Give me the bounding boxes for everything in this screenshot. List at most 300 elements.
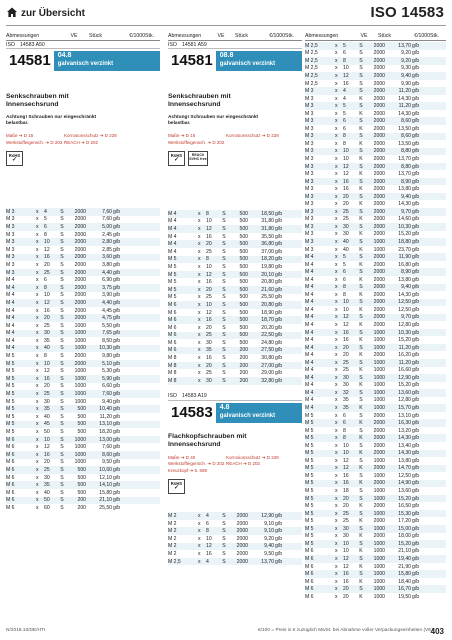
ref-link[interactable]: Werkstoffeigensch. ➔ D 202 <box>6 139 63 145</box>
table-row[interactable] <box>6 375 160 383</box>
table-row[interactable] <box>305 117 446 125</box>
table-row[interactable] <box>168 512 302 520</box>
cell-ve: K <box>359 322 363 328</box>
col-stk-header: Stück <box>378 32 391 39</box>
table-row[interactable] <box>168 301 302 309</box>
table-row[interactable] <box>6 307 160 315</box>
cell-unit: g/b <box>113 315 121 322</box>
product-finish: galvanisch verzinkt <box>219 412 276 419</box>
cell-ve: S <box>222 210 226 217</box>
table-row[interactable] <box>305 133 446 141</box>
table-row[interactable] <box>6 269 160 277</box>
table-row[interactable] <box>305 404 446 412</box>
cell-times: x <box>36 292 39 299</box>
cell-length: 30 <box>206 339 212 346</box>
cell-price: 9,50 <box>102 459 112 466</box>
table-row[interactable] <box>6 383 160 391</box>
cell-qty: 2000 <box>236 512 248 519</box>
cell-unit: g/b <box>412 148 420 155</box>
table-row[interactable] <box>305 593 446 601</box>
table-row[interactable] <box>6 352 160 360</box>
cell-length: 20 <box>44 459 50 466</box>
table-row[interactable] <box>6 238 160 246</box>
table-row[interactable] <box>305 246 446 254</box>
table-row[interactable] <box>305 268 446 276</box>
cell-length: 20 <box>343 593 349 600</box>
cell-size: M 5 <box>6 353 15 360</box>
cell-times: x <box>198 263 201 270</box>
table-row[interactable] <box>6 390 160 398</box>
table-row[interactable] <box>305 367 446 375</box>
table-row[interactable] <box>305 533 446 541</box>
cell-length: 10 <box>44 436 50 443</box>
table-row[interactable] <box>305 306 446 314</box>
cell-times: x <box>335 216 338 223</box>
cell-qty: 2000 <box>373 201 385 208</box>
table-row[interactable] <box>305 231 446 239</box>
cell-price: 9,40 <box>401 193 411 200</box>
table-row[interactable] <box>168 218 302 226</box>
cell-ve: K <box>359 382 363 389</box>
cell-length: 10 <box>343 548 349 555</box>
table-row[interactable] <box>305 155 446 163</box>
cell-price: 15,80 <box>99 489 112 496</box>
cell-qty: 500 <box>239 294 248 301</box>
cell-ve: S <box>359 269 363 276</box>
table-row[interactable] <box>305 208 446 216</box>
table-row[interactable] <box>6 231 160 239</box>
cell-times: x <box>335 238 338 245</box>
cell-unit: g/b <box>412 171 420 178</box>
table-row[interactable] <box>305 80 446 88</box>
table-row[interactable] <box>6 345 160 353</box>
table-row[interactable] <box>305 50 446 58</box>
cell-length: 12 <box>44 368 50 375</box>
table-row[interactable] <box>6 489 160 497</box>
table-row[interactable] <box>168 324 302 332</box>
cell-size: M 4 <box>305 254 314 261</box>
cell-size: M 3 <box>6 269 15 276</box>
cell-qty: 1000 <box>373 593 385 600</box>
cell-ve: S <box>60 239 64 246</box>
cell-times: x <box>335 457 338 464</box>
table-row[interactable] <box>305 540 446 548</box>
table-row[interactable] <box>305 480 446 488</box>
table-row[interactable] <box>168 377 302 385</box>
ref-link[interactable]: Korrosionsschutz ➔ D 228 <box>226 454 279 460</box>
ref-link[interactable]: Korrosionsschutz ➔ D 228 <box>64 133 117 138</box>
page-header <box>0 0 452 28</box>
note-line: belastbar. <box>6 121 29 126</box>
table-row[interactable] <box>6 497 160 505</box>
table-row[interactable] <box>305 148 446 156</box>
table-row[interactable] <box>168 332 302 340</box>
table-row[interactable] <box>305 570 446 578</box>
cell-size: M 5 <box>305 480 314 487</box>
cell-qty: 1000 <box>74 345 86 352</box>
cell-qty: 2000 <box>373 269 385 276</box>
cell-size: M 6 <box>6 436 15 443</box>
table-row[interactable] <box>168 316 302 324</box>
table-row[interactable] <box>305 382 446 390</box>
table-row[interactable] <box>168 520 302 528</box>
cell-size: M 3 <box>305 155 314 162</box>
table-row[interactable] <box>305 427 446 435</box>
cell-length: 12 <box>343 563 349 570</box>
cell-unit: g/b <box>113 345 121 352</box>
table-row[interactable] <box>6 451 160 459</box>
cell-unit: g/b <box>412 329 420 336</box>
table-row[interactable] <box>305 216 446 224</box>
cell-length: 12 <box>206 271 212 278</box>
page-title: ISO 14583 <box>370 4 444 21</box>
table-row[interactable] <box>305 291 446 299</box>
cell-qty: 500 <box>239 248 248 255</box>
table-row[interactable] <box>305 299 446 307</box>
cell-size: M 3 <box>305 171 314 178</box>
table-row[interactable] <box>168 225 302 233</box>
table-row[interactable] <box>168 369 302 377</box>
cell-length: 30 <box>343 223 349 230</box>
table-row[interactable] <box>305 223 446 231</box>
cell-size: M 3 <box>6 231 15 238</box>
cell-ve: S <box>359 586 363 593</box>
table-row[interactable] <box>305 374 446 382</box>
table-row[interactable] <box>6 322 160 330</box>
table-row[interactable] <box>305 163 446 171</box>
cell-price: 13,80 <box>398 276 411 283</box>
table-row[interactable] <box>168 362 302 370</box>
table-row[interactable] <box>305 472 446 480</box>
cell-price: 8,60 <box>102 451 112 458</box>
cell-ve: S <box>60 482 64 489</box>
cell-ve: K <box>359 503 363 510</box>
table-row[interactable] <box>168 240 302 248</box>
cell-price: 13,20 <box>398 427 411 434</box>
table-row[interactable] <box>305 57 446 65</box>
table-row[interactable] <box>305 314 446 322</box>
cell-unit: g/b <box>275 256 283 263</box>
table-row[interactable] <box>305 102 446 110</box>
table-row[interactable] <box>6 474 160 482</box>
cell-ve: S <box>222 377 226 384</box>
table-row[interactable] <box>305 336 446 344</box>
table-row[interactable] <box>6 254 160 262</box>
cell-size: M 8 <box>168 355 177 362</box>
cell-length: 20 <box>206 286 212 293</box>
cell-times: x <box>335 118 338 125</box>
cell-length: 30 <box>343 374 349 381</box>
table-row[interactable] <box>6 299 160 307</box>
cell-size: M 2,5 <box>305 50 318 57</box>
table-row[interactable] <box>6 421 160 429</box>
table-row[interactable] <box>168 271 302 279</box>
table-row[interactable] <box>168 347 302 355</box>
cell-size: M 8 <box>168 377 177 384</box>
table-row[interactable] <box>305 42 446 50</box>
table-row[interactable] <box>168 263 302 271</box>
cell-ve: K <box>359 518 363 525</box>
cell-size: M 3 <box>305 193 314 200</box>
cell-size: M 6 <box>6 482 15 489</box>
table-row[interactable] <box>6 284 160 292</box>
badges <box>6 151 160 166</box>
cell-ve: K <box>359 110 363 117</box>
cell-qty: 2000 <box>373 125 385 132</box>
ref-link[interactable]: REACH ➔ D 202 <box>226 461 261 467</box>
table-row[interactable] <box>305 185 446 193</box>
cell-ve: S <box>222 241 226 248</box>
cell-unit: g/b <box>412 186 420 193</box>
size-table <box>168 210 302 385</box>
table-row[interactable] <box>305 276 446 284</box>
table-row[interactable] <box>168 339 302 347</box>
cell-times: x <box>36 231 39 238</box>
table-row[interactable] <box>6 436 160 444</box>
cell-times: x <box>36 504 39 511</box>
cell-times: x <box>335 72 338 79</box>
cell-price: 27,50 <box>261 347 274 354</box>
cell-qty: 2000 <box>373 208 385 215</box>
table-row[interactable] <box>305 412 446 420</box>
table-row[interactable] <box>6 276 160 284</box>
cell-price: 16,20 <box>398 352 411 359</box>
cell-ve: S <box>359 42 363 49</box>
table-row[interactable] <box>305 329 446 337</box>
product-box[interactable] <box>168 51 302 71</box>
table-row[interactable] <box>6 443 160 451</box>
desc-line: Senkschrauben mit <box>6 93 69 100</box>
table-row[interactable] <box>305 502 446 510</box>
badge-label: REACh SVHC free <box>189 153 207 162</box>
table-row[interactable] <box>168 278 302 286</box>
table-row[interactable] <box>6 246 160 254</box>
table-row[interactable] <box>305 555 446 563</box>
table-row[interactable] <box>305 548 446 556</box>
table-row[interactable] <box>168 248 302 256</box>
cell-ve: S <box>359 412 363 419</box>
cell-qty: 200 <box>239 370 248 377</box>
table-row[interactable] <box>305 200 446 208</box>
table-row[interactable] <box>305 140 446 148</box>
table-row[interactable] <box>305 110 446 118</box>
table-row[interactable] <box>168 535 302 543</box>
cell-price: 2,45 <box>102 231 112 238</box>
table-row[interactable] <box>6 398 160 406</box>
table-row[interactable] <box>168 354 302 362</box>
cell-ve: S <box>60 497 64 504</box>
table-row[interactable] <box>305 65 446 73</box>
table-row[interactable] <box>168 294 302 302</box>
cell-price: 9,90 <box>401 80 411 87</box>
cell-ve: S <box>359 284 363 291</box>
cell-length: 5 <box>44 216 47 223</box>
table-row[interactable] <box>305 487 446 495</box>
cell-price: 13,50 <box>398 125 411 132</box>
table-row[interactable] <box>168 210 302 218</box>
cell-length: 25 <box>343 216 349 223</box>
table-row[interactable] <box>305 261 446 269</box>
ref-link[interactable]: REACH ➔ D 202 <box>64 139 99 145</box>
cell-price: 30,80 <box>261 355 274 362</box>
table-row[interactable] <box>168 256 302 264</box>
table-row[interactable] <box>6 330 160 338</box>
cell-unit: g/b <box>412 284 420 291</box>
cell-price: 19,80 <box>261 263 274 270</box>
cell-unit: g/b <box>113 284 121 291</box>
cell-times: x <box>335 420 338 427</box>
cell-size: M 2,5 <box>305 42 318 49</box>
cell-price: 9,40 <box>102 398 112 405</box>
table-row[interactable] <box>168 543 302 551</box>
table-row[interactable] <box>6 292 160 300</box>
table-row[interactable] <box>6 216 160 224</box>
cell-price: 14,30 <box>398 95 411 102</box>
table-row[interactable] <box>6 360 160 368</box>
ref-link[interactable]: Maße ➔ D 15 <box>6 133 34 138</box>
table-row[interactable] <box>6 413 160 421</box>
cell-unit: g/b <box>412 518 420 525</box>
table-row[interactable] <box>6 466 160 474</box>
table-row[interactable] <box>305 359 446 367</box>
product-box[interactable] <box>168 403 302 423</box>
table-row[interactable] <box>6 459 160 467</box>
table-row[interactable] <box>305 95 446 103</box>
table-row[interactable] <box>305 321 446 329</box>
ref-link[interactable]: Maße ➔ D 40 <box>168 454 196 460</box>
table-row[interactable] <box>305 389 446 397</box>
table-row[interactable] <box>305 510 446 518</box>
table-row[interactable] <box>6 405 160 413</box>
table-row[interactable] <box>6 481 160 489</box>
table-row[interactable] <box>6 428 160 436</box>
table-row[interactable] <box>305 238 446 246</box>
table-row[interactable] <box>6 261 160 269</box>
table-row[interactable] <box>168 286 302 294</box>
cell-price: 18,70 <box>261 317 274 324</box>
table-row[interactable] <box>168 309 302 317</box>
table-row[interactable] <box>168 558 302 566</box>
cell-qty: 1000 <box>373 548 385 555</box>
cell-size: M 6 <box>305 548 314 555</box>
table-row[interactable] <box>305 442 446 450</box>
table-row[interactable] <box>6 314 160 322</box>
cell-price: 21,60 <box>261 286 274 293</box>
table-row[interactable] <box>168 550 302 558</box>
ref-link[interactable]: Werkstoffeigensch. ➔ D 202 <box>168 461 225 467</box>
cell-size: M 4 <box>305 322 314 328</box>
cell-unit: g/b <box>412 593 420 600</box>
table-row[interactable] <box>305 253 446 261</box>
table-row[interactable] <box>305 495 446 503</box>
ref-link[interactable]: Werkstoffeigensch. ➔ D 202 <box>168 139 225 145</box>
cell-price: 7,60 <box>102 216 112 223</box>
cell-unit: g/b <box>275 512 283 519</box>
cell-times: x <box>36 444 39 451</box>
product-box[interactable] <box>6 51 160 71</box>
table-row[interactable] <box>6 367 160 375</box>
size-table <box>6 208 160 512</box>
table-row[interactable] <box>6 223 160 231</box>
cell-times: x <box>335 110 338 117</box>
cell-qty: 2000 <box>74 216 86 223</box>
table-row[interactable] <box>305 125 446 133</box>
cell-price: 7,60 <box>102 391 112 398</box>
cell-length: 6 <box>343 269 346 276</box>
cell-length: 12 <box>206 225 212 232</box>
table-row[interactable] <box>305 450 446 458</box>
table-row[interactable] <box>305 563 446 571</box>
table-row[interactable] <box>168 527 302 535</box>
cell-length: 30 <box>343 525 349 532</box>
cell-ve: S <box>359 488 363 495</box>
ref-link[interactable] <box>226 140 302 147</box>
cell-ve: K <box>359 533 363 540</box>
table-row[interactable] <box>305 517 446 525</box>
cell-ve: S <box>222 339 226 346</box>
table-row[interactable] <box>305 72 446 80</box>
ref-link[interactable]: Maße ➔ D 15 <box>168 133 196 138</box>
cell-unit: g/b <box>412 359 420 366</box>
cell-times: x <box>335 186 338 193</box>
table-row[interactable] <box>305 419 446 427</box>
ref-link[interactable]: Korrosionsschutz ➔ D 228 <box>226 133 279 138</box>
cell-times: x <box>335 314 338 321</box>
cell-ve: S <box>222 543 226 550</box>
cell-qty: 2000 <box>74 269 86 276</box>
cell-unit: g/b <box>275 248 283 255</box>
cell-times: x <box>36 261 39 268</box>
cell-ve: S <box>359 329 363 336</box>
table-row[interactable] <box>305 465 446 473</box>
table-row[interactable] <box>305 578 446 586</box>
cell-length: 20 <box>343 352 349 359</box>
table-row[interactable] <box>305 193 446 201</box>
cell-size: M 6 <box>305 571 314 578</box>
table-row[interactable] <box>305 344 446 352</box>
table-row[interactable] <box>305 457 446 465</box>
table-row[interactable] <box>305 397 446 405</box>
back-to-overview-link[interactable] <box>6 6 85 21</box>
cell-price: 18,20 <box>261 256 274 263</box>
ref-link[interactable]: Kreuzkopf ➔ 5. 598 <box>168 467 208 473</box>
cell-size: M 6 <box>305 586 314 593</box>
cell-size: M 5 <box>168 294 177 301</box>
table-row[interactable] <box>6 504 160 512</box>
cell-qty: 1000 <box>74 459 86 466</box>
table-row[interactable] <box>305 525 446 533</box>
table-row[interactable] <box>305 284 446 292</box>
table-row[interactable] <box>305 178 446 186</box>
table-row[interactable] <box>305 87 446 95</box>
cell-times: x <box>335 435 338 442</box>
cell-qty: 500 <box>77 421 86 428</box>
table-row[interactable] <box>305 434 446 442</box>
cell-length: 16 <box>206 550 212 557</box>
table-row[interactable] <box>6 337 160 345</box>
table-row[interactable] <box>305 351 446 359</box>
table-row[interactable] <box>168 233 302 241</box>
cell-price: 3,90 <box>102 292 112 299</box>
cell-size: M 4 <box>305 382 314 389</box>
col-price-header: €/1000Stk. <box>269 32 294 39</box>
table-row[interactable] <box>305 585 446 593</box>
cell-size: M 6 <box>168 324 177 331</box>
desc-line: Innensechsrund <box>6 101 59 108</box>
table-row[interactable] <box>305 170 446 178</box>
cell-ve: K <box>359 186 363 193</box>
table-row[interactable] <box>6 208 160 216</box>
